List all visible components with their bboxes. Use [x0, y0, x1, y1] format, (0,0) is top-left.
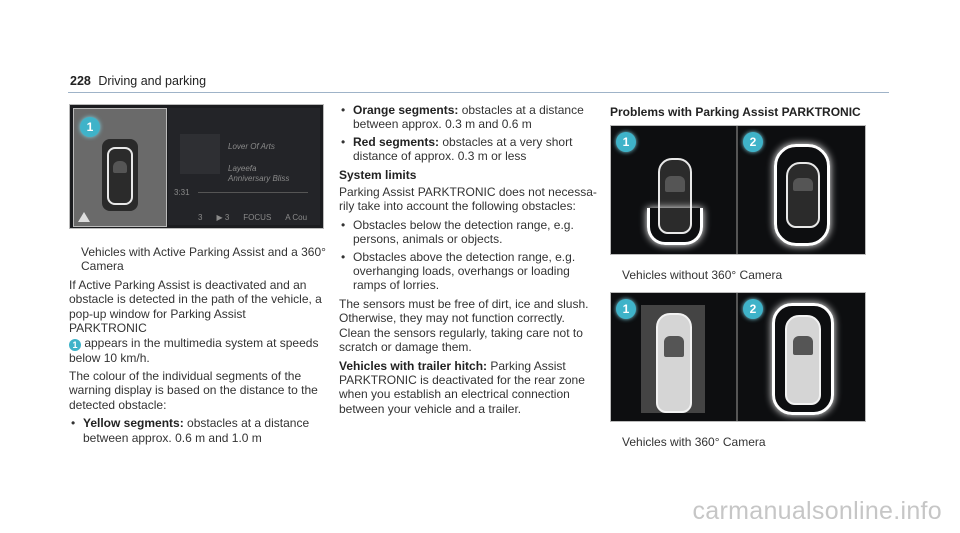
car-top-view	[656, 313, 692, 413]
watermark: carmanualsonline.info	[692, 497, 942, 525]
panel-1	[611, 126, 738, 254]
callout-badge-1: 1	[616, 132, 636, 152]
figure-with-360-camera	[610, 292, 866, 422]
column-2-text	[339, 103, 599, 420]
main-figure-caption: Vehicles with Active Parking Assist and a 360° Camera	[81, 245, 326, 273]
figure-without-360-camera	[610, 125, 866, 255]
page-header	[70, 74, 206, 88]
caption-with-360: Vehicles with 360° Camera	[622, 435, 766, 449]
artist-name: Layeefa	[228, 164, 257, 173]
limits-intro: Parking Assist PARKTRONIC does not necessa- rily take into account the following obstacles:	[339, 185, 597, 214]
album-name: Anniversary Bliss	[228, 174, 290, 183]
inline-badge-1: 1	[69, 339, 81, 351]
car-top-view	[785, 315, 821, 405]
track-time: 3:31	[174, 188, 190, 197]
callout-badge-1: 1	[80, 117, 100, 137]
panel-2	[738, 293, 865, 421]
limits-item-below: • Obstacles below the detection range, e.g. persons, animals or objects.	[353, 218, 599, 247]
callout-badge-2: 2	[743, 132, 763, 152]
car-top-view	[107, 147, 133, 205]
rear-warning-segments	[647, 208, 703, 245]
media-controls: 3 ▶ 3 FOCUS A Cou	[198, 213, 308, 222]
callout-badge-2: 2	[743, 299, 763, 319]
limits-item-above: • Obstacles above the detection range, e.g. overhanging loads, overhangs or loading ramps of lorries.	[353, 250, 599, 293]
warning-triangle-icon	[78, 212, 90, 222]
section-title: Driving and parking	[98, 74, 207, 88]
header-divider	[68, 92, 889, 93]
panel-2	[738, 126, 865, 254]
caption-without-360: Vehicles without 360° Camera	[622, 268, 783, 282]
yellow-segments-item: • Yellow segments: obstacles at a distance between approx. 0.6 m and 1.0 m	[83, 416, 324, 445]
media-screen	[168, 108, 320, 225]
track-title: Lover Of Arts	[228, 142, 275, 151]
red-segments-item: • Red segments: obstacles at a very short distance of approx. 0.3 m or less	[353, 135, 599, 164]
progress-bar	[198, 192, 308, 193]
multimedia-display-figure	[69, 104, 324, 229]
sensors-paragraph: The sensors must be free of dirt, ice and slush. Otherwise, they may not function correctly. Clean the sensors regularly, taking care not to scratch or damage them.	[339, 296, 589, 355]
system-limits-heading: System limits	[339, 167, 417, 182]
column-1-text	[69, 278, 324, 449]
intro-paragraph: If Active Parking Assist is deactivated and an obstacle is detected in the path of the vehicle, a pop-up window for Parking Assist PARKTRONIC 1 appears in the multimedia system at speeds below 10 km/h.	[69, 278, 322, 365]
callout-badge-1: 1	[616, 299, 636, 319]
column-3-heading: Problems with Parking Assist PARKTRONIC	[610, 105, 861, 119]
all-round-warning-segments	[774, 144, 830, 246]
orange-segments-item: • Orange segments: obstacles at a distance between approx. 0.3 m and 0.6 m	[353, 103, 599, 132]
page-number: 228	[70, 74, 91, 88]
panel-1	[611, 293, 738, 421]
colour-paragraph: The colour of the individual segments of the warning display is based on the distance to the detected obstacle:	[69, 369, 318, 412]
trailer-paragraph: Vehicles with trailer hitch: Parking Assist PARKTRONIC is deactivated for the rear zone when you establish an electrical connection between your vehicle and a trailer.	[339, 358, 585, 416]
